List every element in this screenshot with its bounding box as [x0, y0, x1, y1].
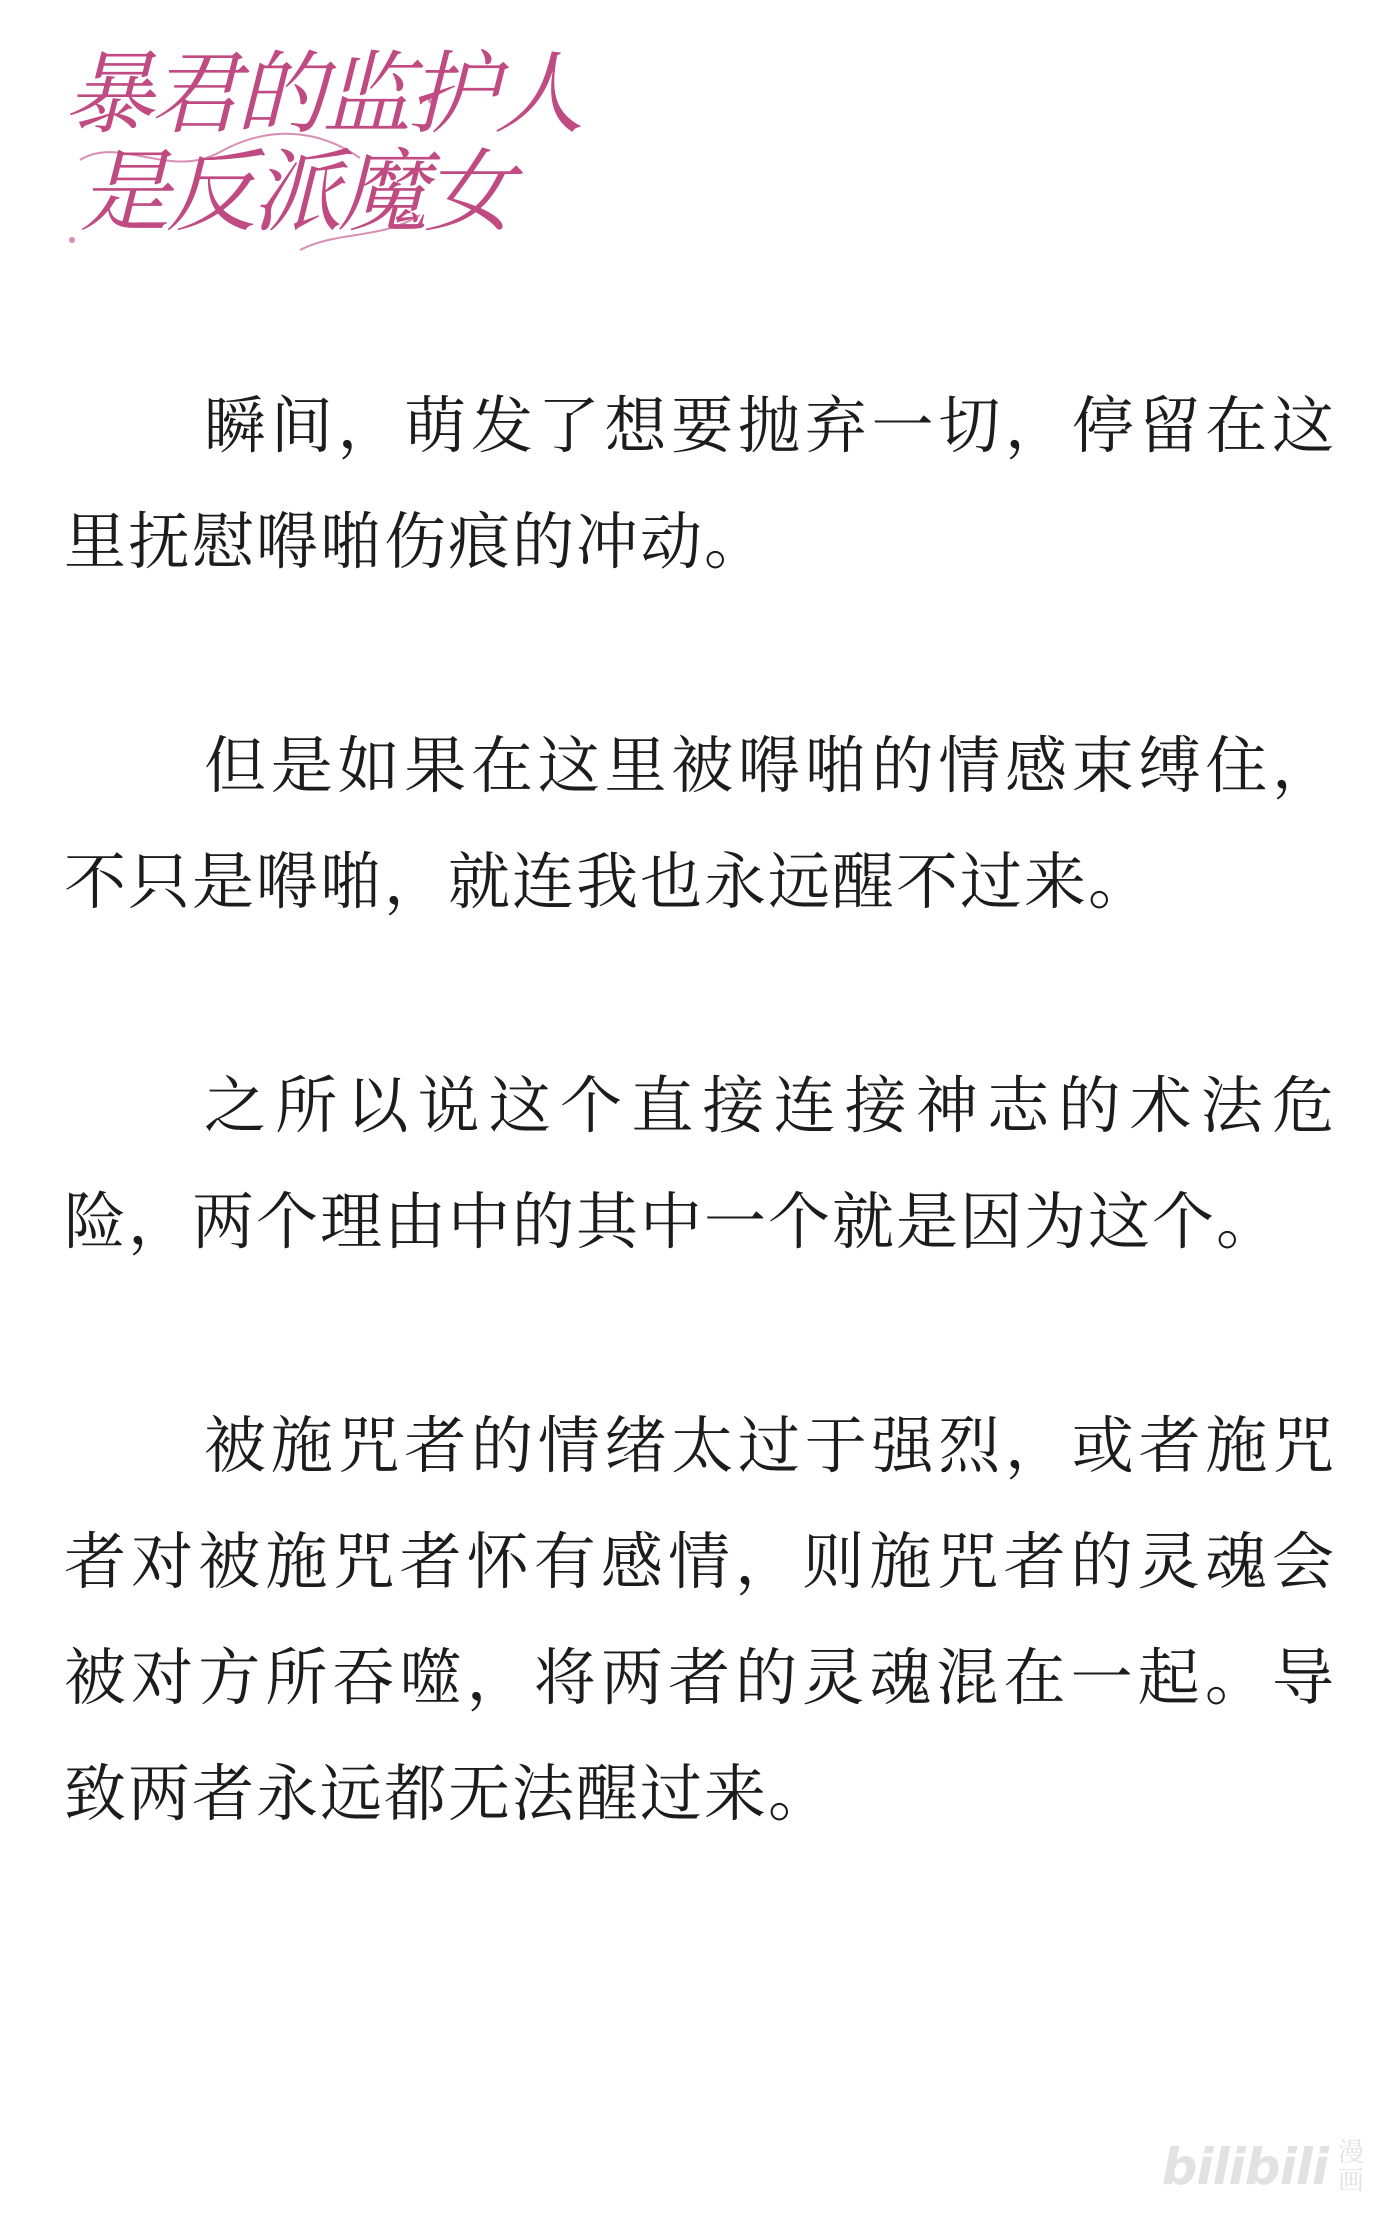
logo-title-line-1: 暴君的监护人 — [64, 42, 580, 147]
paragraph-2: 但是如果在这里被嘚啪的情感束缚住，不只是嘚啪，就连我也永远醒不过来。 — [64, 729, 1336, 918]
bilibili-watermark — [1162, 2138, 1366, 2196]
paragraph-3: 之所以说这个直接连接神志的术法危险，两个理由中的其中一个就是因为这个。 — [64, 1069, 1336, 1258]
article-body — [64, 368, 1336, 1960]
logo-title-line-2: 是反派魔女 — [80, 140, 510, 245]
paragraph-4: 被施咒者的情绪太过于强烈，或者施咒者对被施咒者怀有感情，则施咒者的灵魂会被对方所吞噬，将两者的灵魂混在一起。导致两者永远都无法醒过来。 — [64, 1409, 1336, 1830]
paragraph-1: 瞬间，萌发了想要抛弃一切，停留在这里抚慰嘚啪伤痕的冲动。 — [64, 389, 1336, 578]
series-logo — [60, 40, 580, 260]
watermark-sub: 漫画 — [1338, 2138, 1365, 2196]
watermark-brand: bilibili — [1161, 2138, 1328, 2196]
